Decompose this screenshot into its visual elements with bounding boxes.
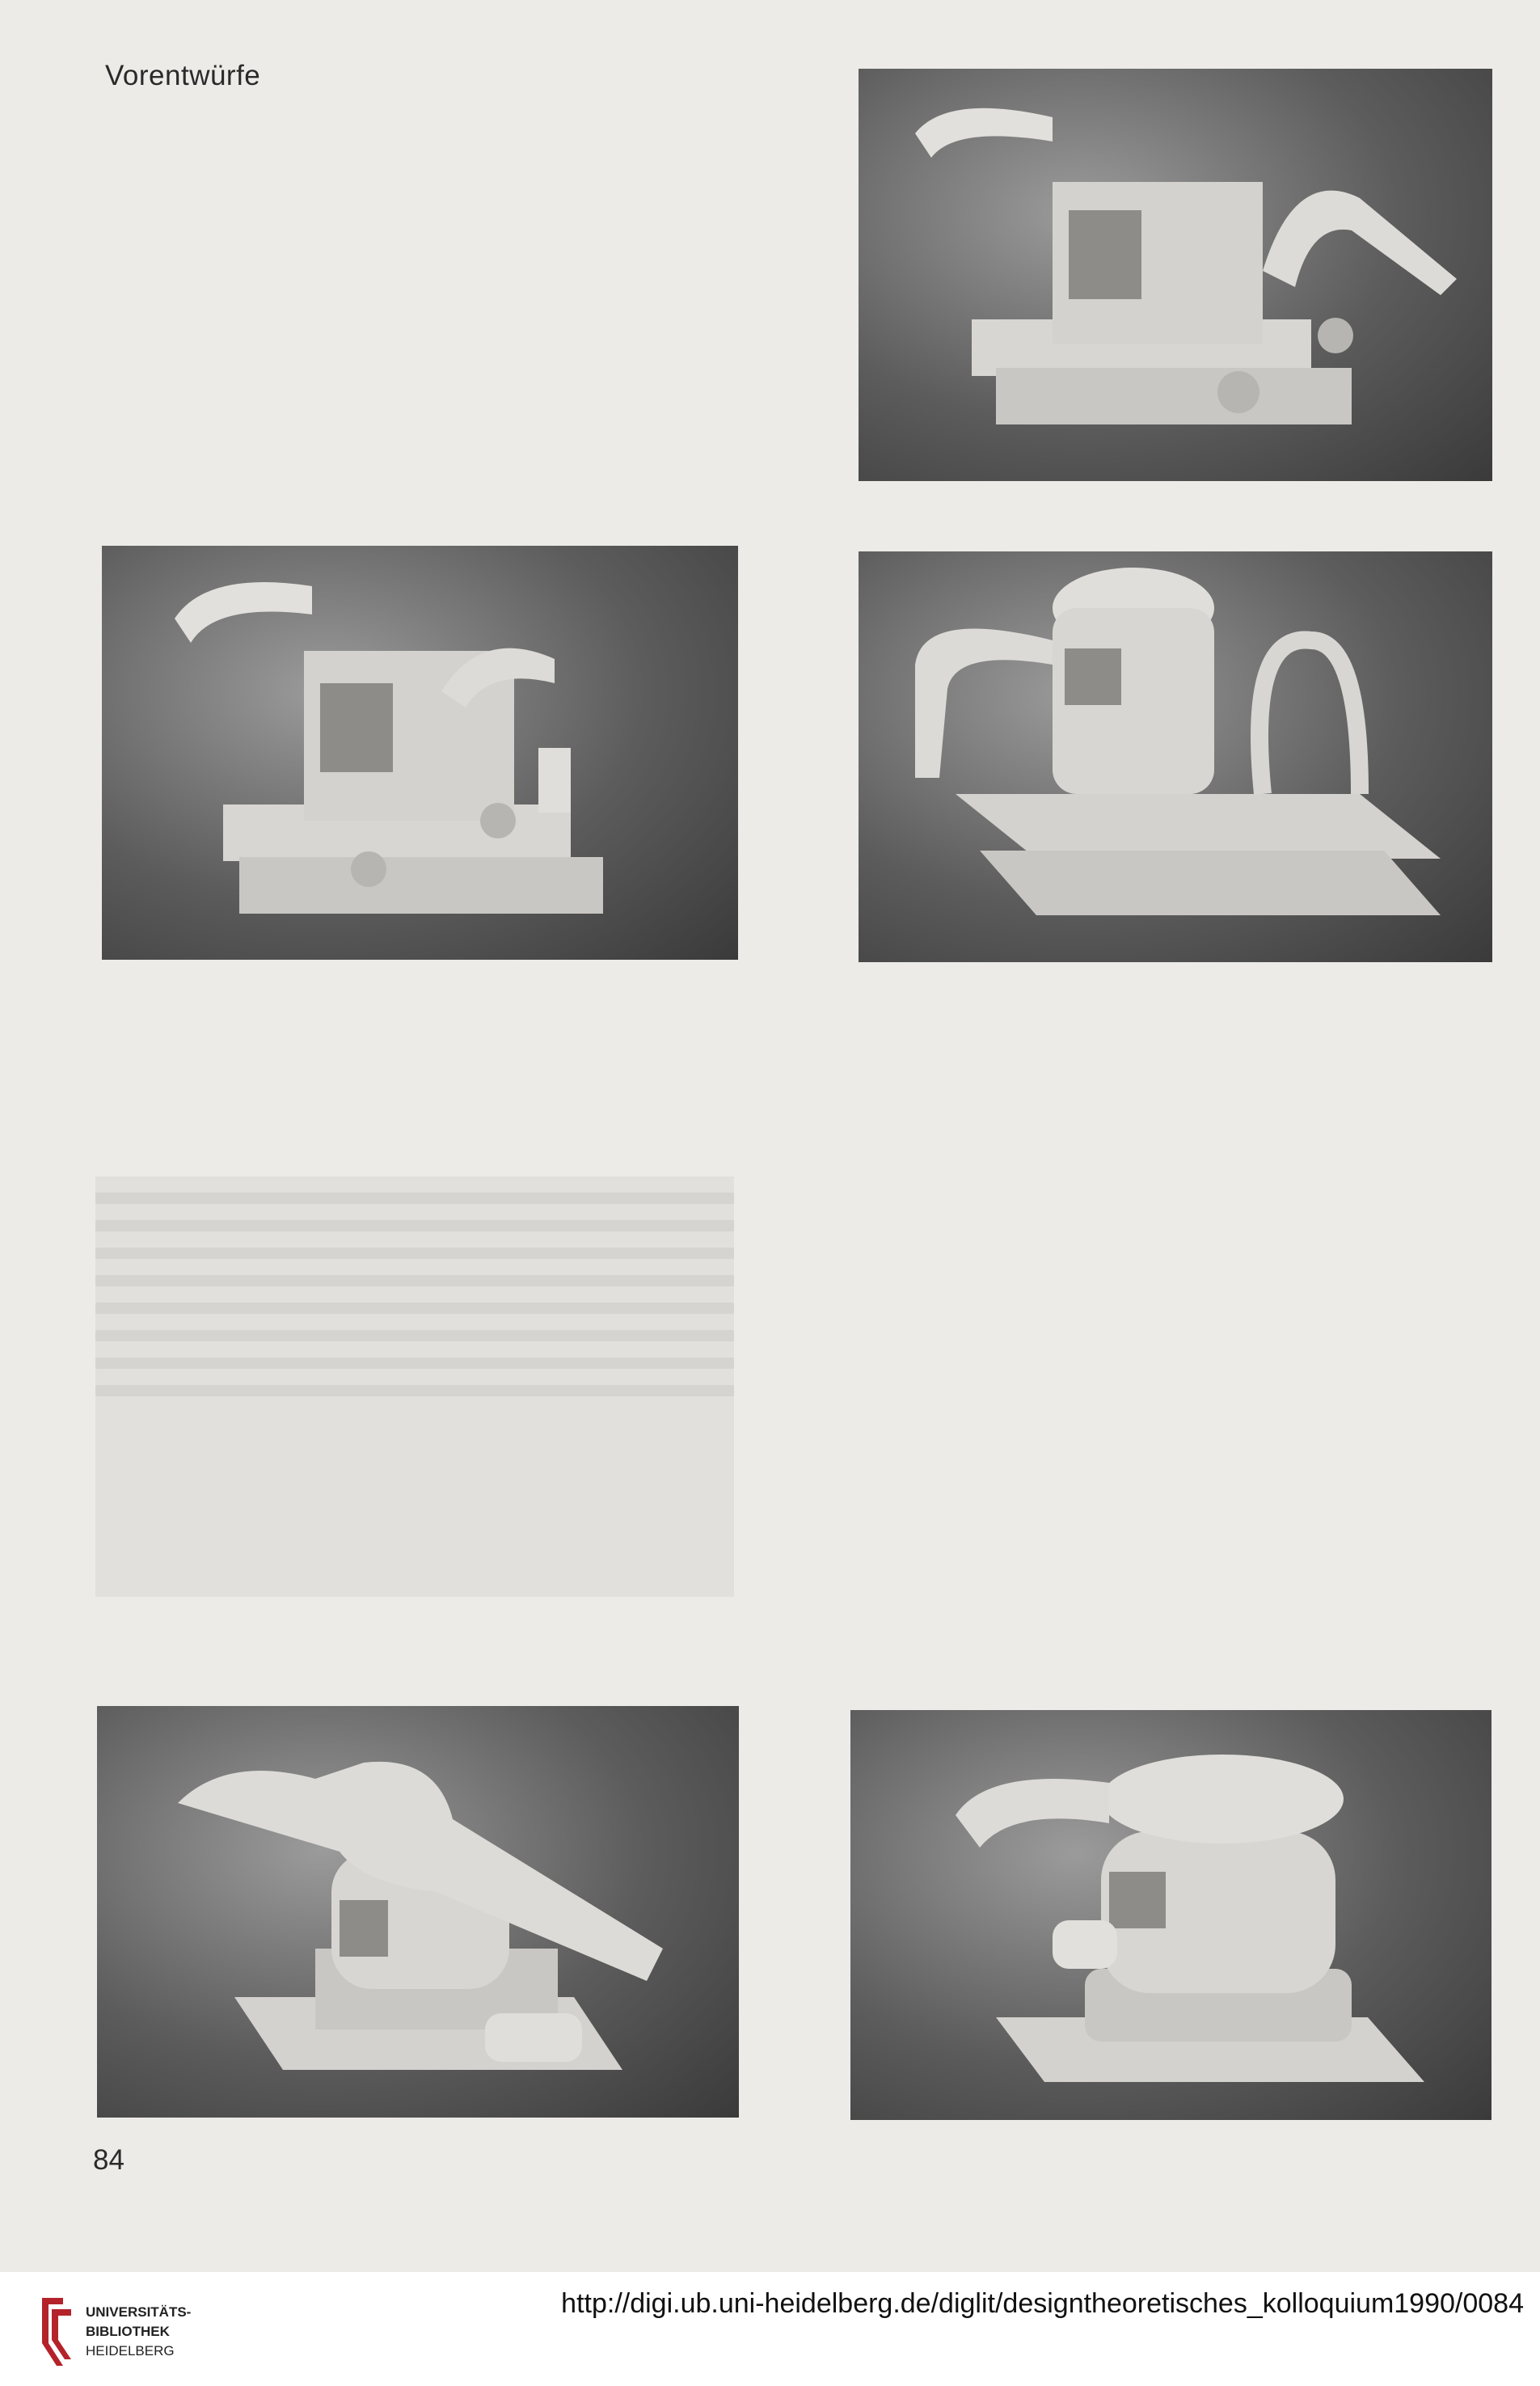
ub-heidelberg-logo-icon (39, 2295, 74, 2369)
page-number: 84 (93, 2144, 124, 2176)
photo-sander-3 (859, 551, 1492, 962)
library-name-line-3: HEIDELBERG (86, 2343, 175, 2359)
photo-sander-1 (859, 69, 1492, 481)
photo-sander-2 (102, 546, 738, 960)
library-logo (39, 2295, 233, 2369)
library-name-line-1: UNIVERSITÄTS- (86, 2304, 192, 2320)
running-header: Vorentwürfe (105, 60, 261, 91)
library-name-line-2: BIBLIOTHEK (86, 2324, 170, 2339)
photo-sander-4 (97, 1706, 739, 2118)
bleed-through-area-left (95, 1176, 734, 1597)
library-name (86, 2303, 191, 2361)
source-url-link[interactable]: http://digi.ub.uni-heidelberg.de/diglit/designtheoretisches_kolloquium1990/0084 (561, 2288, 1524, 2319)
photo-sander-5 (850, 1710, 1491, 2120)
